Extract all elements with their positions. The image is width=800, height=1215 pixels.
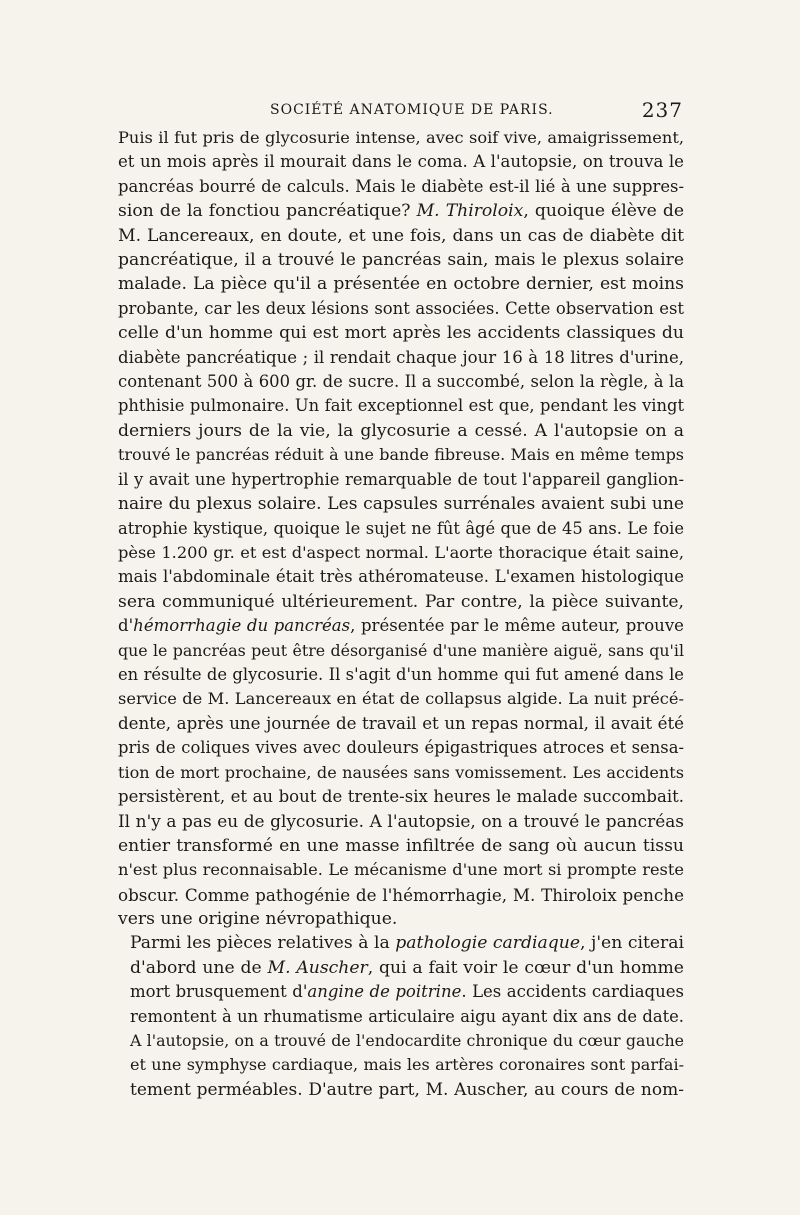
- text-line: entier transformé en une masse infiltrée de sang où aucun tissu: [118, 835, 684, 856]
- text-line: [118, 980, 684, 1004]
- author-name-italic: M. Auscher: [267, 957, 368, 978]
- text-line: mais l'abdominale était très athéromateuse. L'examen histologique: [118, 567, 684, 587]
- text-line: A l'autopsie, on a trouvé de l'endocardite chronique du cœur gauche: [130, 1031, 684, 1051]
- text-line: pancréatique, il a trouvé le pancréas sain, mais le plexus solaire: [118, 250, 684, 271]
- text-line: celle d'un homme qui est mort après les accidents classiques du: [118, 323, 684, 344]
- text-line: M. Lancereaux, en doute, et une fois, dans un cas de diabète dit: [118, 225, 684, 246]
- text-run: . Les accidents cardiaques: [461, 982, 684, 1002]
- text-line: [118, 931, 684, 955]
- paragraph-cardiaque: [118, 931, 684, 1102]
- text-line: Il n'y a pas eu de glycosurie. A l'autopsie, on a trouvé le pancréas: [118, 811, 684, 832]
- text-line: phthisie pulmonaire. Un fait exceptionnel est que, pendant les vingt: [118, 396, 684, 416]
- text-line: en résulte de glycosurie. Il s'agit d'un homme qui fut amené dans le: [118, 664, 684, 684]
- text-line: que le pancréas peut être désorganisé d'une manière aiguë, sans qu'il: [118, 640, 684, 660]
- text-line: vers une origine névropathique.: [118, 909, 398, 929]
- text-line: tement perméables. D'autre part, M. Auscher, au cours de nom-: [130, 1079, 684, 1100]
- text-run: , j'en citerai: [580, 933, 684, 954]
- text-line: naire du plexus solaire. Les capsules surrénales avaient subi une: [118, 494, 684, 515]
- text-line: contenant 500 à 600 gr. de sucre. Il a succombé, selon la règle, à la: [118, 372, 684, 392]
- paragraph-thiroloix: [118, 126, 684, 931]
- text-line: remontent à un rhumatisme articulaire aigu ayant dix ans de date.: [130, 1006, 684, 1026]
- text-line: service de M. Lancereaux en état de collapsus algide. La nuit précé-: [118, 689, 684, 709]
- text-run: , présentée par le même auteur, prouve: [350, 616, 684, 636]
- topic-italic: pathologie cardiaque: [395, 933, 580, 954]
- text-line: trouvé le pancréas réduit à une bande fibreuse. Mais en même temps: [118, 445, 684, 465]
- text-run: mort brusquement d': [130, 982, 308, 1002]
- page-header: [118, 98, 683, 124]
- text-line: probante, car les deux lésions sont associées. Cette observation est: [118, 298, 684, 318]
- text-line: malade. La pièce qu'il a présentée en octobre dernier, est moins: [118, 274, 684, 295]
- text-line: persistèrent, et au bout de trente-six heures le malade succombait.: [118, 786, 684, 806]
- text-line: pris de coliques vives avec douleurs épigastriques atroces et sensa-: [118, 738, 684, 758]
- text-line: sera communiqué ultérieurement. Par contre, la pièce suivante,: [118, 591, 684, 612]
- text-line: et une symphyse cardiaque, mais les artères coronaires sont parfai-: [130, 1055, 684, 1075]
- text-line: n'est plus reconnaisable. Le mécanisme d'une mort si prompte reste: [118, 860, 684, 880]
- topic-italic: hémorrhagie du pancréas: [133, 616, 351, 636]
- body-text: [118, 126, 684, 1102]
- text-run: d'abord une de: [130, 957, 268, 978]
- text-line: [118, 614, 684, 638]
- text-line: [118, 199, 684, 223]
- text-line: Puis il fut pris de glycosurie intense, avec soif vive, amaigrissement,: [118, 128, 684, 147]
- text-line: dente, après une journée de travail et un repas normal, il avait été: [118, 713, 684, 733]
- text-line: et un mois après il mourait dans le coma. A l'autopsie, on trouva le: [118, 152, 684, 172]
- text-run: sion de la fonctiou pancréatique?: [118, 201, 417, 222]
- text-run: d': [118, 616, 134, 636]
- text-line: obscur. Comme pathogénie de l'hémorrhagie, M. Thiroloix penche: [118, 884, 684, 905]
- text-line: derniers jours de la vie, la glycosurie a cessé. A l'autopsie on a: [118, 420, 684, 441]
- text-run: , qui a fait voir le cœur d'un homme: [367, 957, 684, 978]
- text-line: pancréas bourré de calculs. Mais le diabète est-il lié à une suppres-: [118, 176, 684, 196]
- text-line: pèse 1.200 gr. et est d'aspect normal. L'aorte thoracique était saine,: [118, 542, 684, 562]
- text-line: il y avait une hypertrophie remarquable de tout l'appareil ganglion-: [118, 469, 684, 489]
- text-line: tion de mort prochaine, de nausées sans vomissement. Les accidents: [118, 762, 684, 782]
- text-run: , quoique élève de: [523, 201, 684, 222]
- page-number: 237: [641, 98, 683, 122]
- text-line: atrophie kystique, quoique le sujet ne fût âgé que de 45 ans. Le foie: [118, 518, 684, 538]
- text-run: Parmi les pièces relatives à la: [130, 933, 396, 954]
- author-name-italic: M. Thiroloix: [416, 201, 524, 222]
- text-line: diabète pancréatique ; il rendait chaque jour 16 à 18 litres d'urine,: [118, 347, 684, 367]
- running-head: SOCIÉTÉ ANATOMIQUE DE PARIS.: [270, 102, 554, 118]
- topic-italic: angine de poitrine: [307, 982, 462, 1002]
- text-line: [118, 956, 684, 980]
